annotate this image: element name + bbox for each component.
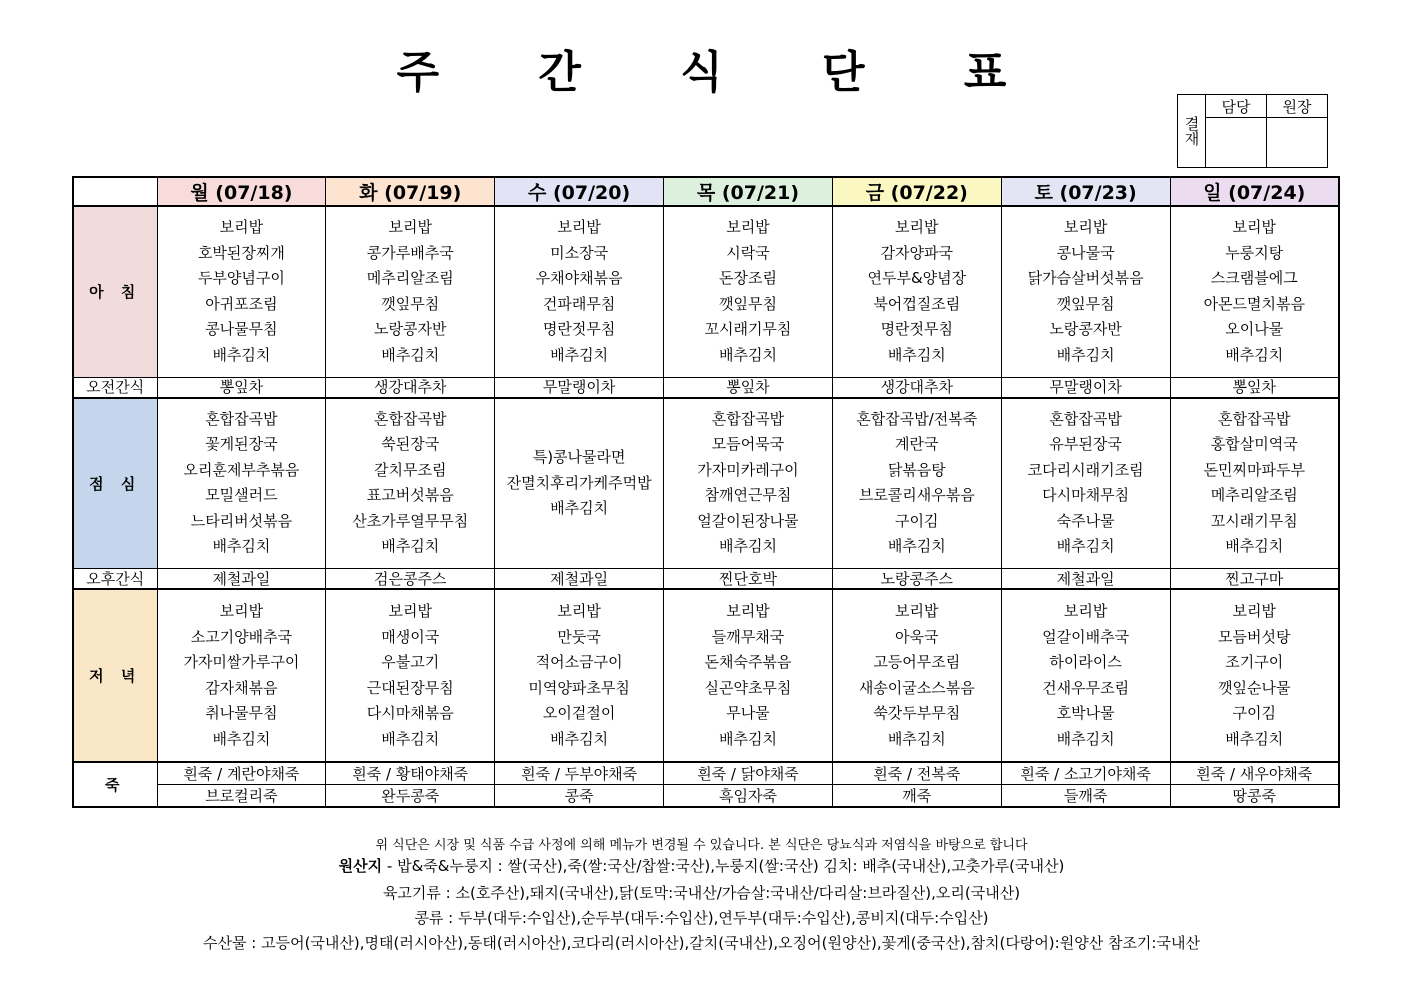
- footer-beans: 콩류 : 두부(대두:수입산),순두부(대두:수입산),연두부(대두:수입산),콩비지(대두:수입산): [414, 909, 989, 927]
- day-header: 월 (07/18): [157, 177, 326, 206]
- menu-item: 우불고기: [381, 653, 440, 671]
- menu-item: 명란젓무침: [880, 320, 954, 339]
- porridge-item: 땅콩죽: [1170, 785, 1339, 808]
- menu-item: 배추김치: [381, 729, 440, 748]
- menu-item: 북어껍질조림: [873, 294, 961, 313]
- menu-item: 돈채숙주볶음: [704, 653, 792, 671]
- menu-item: 보리밥: [388, 218, 432, 237]
- lunch-row: [73, 398, 1339, 569]
- menu-item: 돈민찌마파두부: [1203, 460, 1305, 479]
- menu-item: 스크램블에그: [1210, 269, 1298, 288]
- menu-item: 소고기양배추국: [190, 627, 293, 646]
- menu-item: 조기구이: [1225, 653, 1284, 671]
- menu-item: 보리밥: [726, 218, 770, 237]
- snack-item: 무말랭이차: [495, 377, 664, 398]
- menu-item: 보리밥: [557, 602, 601, 620]
- menu-item: 호박된장찌개: [197, 243, 285, 262]
- menu-cell: [157, 206, 326, 377]
- snack-item: 제철과일: [495, 569, 664, 590]
- snack-item: 찐단호박: [664, 569, 833, 590]
- menu-item: 홍합살미역국: [1210, 435, 1298, 454]
- menu-item: 혼합잡곡밥: [205, 409, 278, 428]
- menu-item: 호박나물: [1056, 704, 1115, 722]
- menu-item: 건새우무조림: [1042, 678, 1130, 697]
- menu-item: 보리밥: [388, 602, 432, 620]
- snack-item: 생강대추차: [832, 377, 1001, 398]
- menu-item: 아욱국: [895, 627, 939, 646]
- menu-item: 혼합잡곡밥/전복죽: [856, 409, 978, 428]
- menu-item: 보리밥: [1063, 602, 1108, 620]
- menu-item: 닭가슴살버섯볶음: [1027, 269, 1144, 288]
- menu-item: 보리밥: [1232, 218, 1277, 237]
- menu-item: 오이나물: [1225, 320, 1284, 339]
- menu-item: 꼬시래기무침: [1210, 511, 1298, 530]
- menu-item: 구이김: [1232, 704, 1277, 722]
- origin-text: - 밥&죽&누룽지 : 쌀(국산),죽(쌀:국산/찹쌀:국산),누룽지(쌀:국산) 김치: 배추(국내산),고춧가루(국내산): [382, 857, 1065, 875]
- menu-cell: [1170, 398, 1339, 569]
- menu-item: 하이라이스: [1049, 653, 1122, 671]
- menu-item: 브로콜리새우볶음: [858, 486, 975, 505]
- menu-item: 취나물무침: [205, 704, 278, 722]
- menu-item: 혼합잡곡밥: [711, 409, 785, 428]
- menu-item: 시락국: [726, 243, 770, 262]
- menu-item: 참깨연근무침: [704, 486, 792, 505]
- meal-label-breakfast: 아 침: [73, 206, 157, 377]
- menu-item: 보리밥: [219, 218, 264, 237]
- menu-item: 배추김치: [887, 537, 946, 556]
- menu-item: 배추김치: [381, 537, 440, 556]
- menu-item: 배추김치: [887, 729, 946, 748]
- snack-item: 찐고구마: [1170, 569, 1339, 590]
- page-title: 주 간 식 단 표: [396, 47, 1049, 98]
- menu-item: 유부된장국: [1049, 435, 1122, 454]
- menu-cell: [664, 398, 833, 569]
- porridge-item: 흰죽 / 황태야채죽: [326, 762, 495, 785]
- approval-director-sign[interactable]: [1267, 118, 1328, 168]
- menu-item: 감자양파국: [880, 243, 954, 262]
- menu-item: 배추김치: [550, 499, 609, 517]
- menu-cell: [157, 398, 326, 569]
- snack-item: 무말랭이차: [1001, 377, 1170, 398]
- menu-item: 보리밥: [895, 218, 939, 237]
- menu-item: 깻잎무침: [1056, 294, 1115, 313]
- meal-label-afternoon-snack: 오후간식: [73, 569, 157, 590]
- menu-item: 혼합잡곡밥: [1218, 409, 1291, 428]
- menu-item: 근대된장무침: [366, 678, 454, 697]
- day-header-row: [73, 177, 1339, 206]
- menu-item: 고등어무조림: [873, 653, 961, 671]
- menu-item: 특)콩나물라면: [532, 448, 626, 466]
- menu-item: 깻잎무침: [381, 294, 440, 313]
- menu-item: 혼합잡곡밥: [1049, 409, 1122, 428]
- menu-cell: [664, 589, 833, 762]
- menu-item: 미소장국: [550, 243, 609, 262]
- menu-cell: [1001, 398, 1170, 569]
- day-header: 화 (07/19): [326, 177, 495, 206]
- menu-item: 다시마채무침: [1042, 486, 1130, 505]
- snack-item: 제철과일: [1001, 569, 1170, 590]
- day-header: 금 (07/22): [832, 177, 1001, 206]
- menu-item: 배추김치: [718, 729, 777, 748]
- menu-cell: [326, 206, 495, 377]
- menu-item: 새송이굴소스볶음: [858, 678, 975, 697]
- menu-item: 아귀포조림: [205, 294, 278, 313]
- menu-cell: [1001, 589, 1170, 762]
- menu-item: 보리밥: [1232, 602, 1277, 620]
- menu-cell: [832, 206, 1001, 377]
- menu-item: 배추김치: [1056, 345, 1115, 364]
- menu-item: 오이겉절이: [542, 704, 616, 722]
- porridge-item: 콩죽: [495, 785, 664, 808]
- day-header: 수 (07/20): [495, 177, 664, 206]
- menu-cell: [326, 589, 495, 762]
- menu-item: 두부양념구이: [197, 269, 285, 288]
- menu-item: 가자미쌀가루구이: [183, 653, 300, 671]
- menu-item: 배추김치: [718, 345, 777, 364]
- menu-cell: [832, 398, 1001, 569]
- menu-item: 매생이국: [381, 627, 440, 646]
- menu-cell: [495, 589, 664, 762]
- menu-item: 명란젓무침: [542, 320, 616, 339]
- porridge-item: 흰죽 / 닭야채죽: [664, 762, 833, 785]
- menu-item: 배추김치: [1225, 729, 1284, 748]
- porridge-row-2: [73, 785, 1339, 808]
- approval-manager-sign[interactable]: [1206, 118, 1267, 168]
- menu-item: 연두부&양념장: [867, 269, 967, 288]
- menu-cell: [157, 589, 326, 762]
- menu-item: 느타리버섯볶음: [190, 511, 293, 530]
- weekly-menu-table: [72, 176, 1340, 808]
- approval-manager-header: 담당: [1206, 95, 1267, 118]
- menu-item: 계란국: [895, 435, 939, 454]
- menu-cell: [326, 398, 495, 569]
- menu-cell: [1170, 589, 1339, 762]
- menu-item: 잔멸치후리가케주먹밥: [506, 473, 652, 492]
- menu-cell: [1170, 206, 1339, 377]
- menu-item: 미역양파초무침: [528, 678, 630, 697]
- menu-item: 배추김치: [1056, 537, 1115, 556]
- origin-label: 원산지: [338, 857, 383, 875]
- snack-item: 뽕잎차: [664, 377, 833, 398]
- menu-item: 콩가루배추국: [366, 243, 454, 262]
- snack-item: 제철과일: [157, 569, 326, 590]
- menu-item: 보리밥: [1063, 218, 1108, 237]
- menu-cell: [495, 398, 664, 569]
- menu-item: 코다리시래기조림: [1027, 460, 1144, 479]
- day-header: 목 (07/21): [664, 177, 833, 206]
- snack-item: 생강대추차: [326, 377, 495, 398]
- porridge-row-1: [73, 762, 1339, 785]
- snack-item: 뽕잎차: [157, 377, 326, 398]
- dinner-row: [73, 589, 1339, 762]
- menu-item: 얼갈이된장나물: [697, 511, 799, 530]
- menu-item: 배추김치: [381, 345, 440, 364]
- menu-item: 보리밥: [557, 218, 601, 237]
- menu-item: 갈치무조림: [374, 460, 447, 479]
- footer-origin: [0, 855, 1403, 876]
- menu-item: 무나물: [726, 704, 770, 722]
- menu-item: 배추김치: [718, 537, 777, 556]
- approval-director-header: 원장: [1267, 95, 1328, 118]
- menu-item: 배추김치: [212, 729, 271, 748]
- menu-item: 깻잎순나물: [1218, 678, 1291, 697]
- porridge-item: 흰죽 / 두부야채죽: [495, 762, 664, 785]
- snack-item: 뽕잎차: [1170, 377, 1339, 398]
- menu-item: 배추김치: [212, 537, 271, 556]
- menu-item: 노랑콩자반: [1049, 320, 1122, 339]
- approval-box: [1177, 94, 1328, 168]
- menu-item: 건파래무침: [542, 294, 616, 313]
- menu-item: 들깨무채국: [711, 627, 785, 646]
- snack-item: 검은콩주스: [326, 569, 495, 590]
- porridge-item: 브로컬리죽: [157, 785, 326, 808]
- day-header: 토 (07/23): [1001, 177, 1170, 206]
- breakfast-row: [73, 206, 1339, 377]
- porridge-item: 들깨죽: [1001, 785, 1170, 808]
- meal-label-porridge: 죽: [73, 762, 157, 807]
- menu-item: 메추리알조림: [1210, 486, 1298, 505]
- menu-item: 배추김치: [212, 345, 271, 364]
- porridge-item: 흰죽 / 전복죽: [832, 762, 1001, 785]
- porridge-item: 흰죽 / 계란야채죽: [157, 762, 326, 785]
- menu-item: 꽃게된장국: [205, 435, 278, 454]
- morning-snack-row: [73, 377, 1339, 398]
- approval-label: 결재: [1178, 95, 1206, 168]
- menu-cell: [832, 589, 1001, 762]
- menu-item: 쑥갓두부무침: [873, 704, 961, 722]
- menu-cell: [1001, 206, 1170, 377]
- menu-item: 쑥된장국: [381, 435, 440, 454]
- porridge-item: 흑임자죽: [664, 785, 833, 808]
- meal-label-morning-snack: 오전간식: [73, 377, 157, 398]
- menu-item: 혼합잡곡밥: [374, 409, 447, 428]
- menu-item: 배추김치: [1225, 537, 1284, 556]
- menu-item: 콩나물무침: [205, 320, 278, 339]
- menu-item: 적어소금구이: [535, 653, 623, 671]
- menu-item: 돈장조림: [718, 269, 777, 288]
- porridge-item: 완두콩죽: [326, 785, 495, 808]
- menu-item: 가자미카레구이: [697, 460, 799, 479]
- menu-item: 실곤약초무침: [704, 678, 792, 697]
- menu-cell: [495, 206, 664, 377]
- menu-item: 배추김치: [887, 345, 946, 364]
- corner-cell: [73, 177, 157, 206]
- menu-item: 보리밥: [895, 602, 939, 620]
- menu-cell: [664, 206, 833, 377]
- footer-notice: 위 식단은 시장 및 식품 수급 사정에 의해 메뉴가 변경될 수 있습니다. 본 식단은 당뇨식과 저염식을 바탕으로 합니다: [375, 838, 1028, 853]
- menu-item: 오리훈제부추볶음: [183, 460, 300, 479]
- menu-item: 우채야채볶음: [535, 269, 623, 288]
- day-header: 일 (07/24): [1170, 177, 1339, 206]
- menu-item: 배추김치: [550, 345, 609, 364]
- menu-item: 메추리알조림: [366, 269, 454, 288]
- menu-item: 노랑콩자반: [374, 320, 447, 339]
- menu-item: 아몬드멸치볶음: [1203, 294, 1305, 313]
- menu-item: 산초가루열무무침: [352, 511, 469, 530]
- menu-item: 누룽지탕: [1225, 243, 1284, 262]
- menu-item: 얼갈이배추국: [1042, 627, 1130, 646]
- menu-item: 모듬버섯탕: [1218, 627, 1291, 646]
- menu-item: 숙주나물: [1056, 511, 1115, 530]
- menu-item: 콩나물국: [1056, 243, 1115, 262]
- menu-item: 꼬시래기무침: [704, 320, 792, 339]
- menu-item: 배추김치: [550, 729, 609, 748]
- menu-item: 다시마채볶음: [366, 704, 454, 722]
- snack-item: 노랑콩주스: [832, 569, 1001, 590]
- menu-item: 보리밥: [219, 602, 264, 620]
- meal-label-lunch: 점 심: [73, 398, 157, 569]
- afternoon-snack-row: [73, 569, 1339, 590]
- menu-item: 보리밥: [726, 602, 770, 620]
- porridge-item: 깨죽: [832, 785, 1001, 808]
- menu-item: 감자채볶음: [205, 678, 278, 697]
- footer-seafood: 수산물 : 고등어(국내산),명태(러시아산),동태(러시아산),코다리(러시아산),갈치(국내산),오징어(원양산),꽃게(중국산),참치(다랑어):원양산 참조기:국내산: [203, 934, 1200, 952]
- menu-item: 표고버섯볶음: [366, 486, 454, 505]
- menu-item: 배추김치: [1225, 345, 1284, 364]
- menu-item: 만둣국: [557, 627, 601, 646]
- menu-item: 배추김치: [1056, 729, 1115, 748]
- meal-label-dinner: 저 녁: [73, 589, 157, 762]
- menu-item: 구이김: [895, 511, 939, 530]
- menu-item: 닭볶음탕: [887, 460, 946, 479]
- porridge-item: 흰죽 / 새우야채죽: [1170, 762, 1339, 785]
- porridge-item: 흰죽 / 소고기야채죽: [1001, 762, 1170, 785]
- menu-item: 깻잎무침: [718, 294, 777, 313]
- footer-meat: 육고기류 : 소(호주산),돼지(국내산),닭(토막:국내산/가슴살:국내산/다리살:브라질산),오리(국내산): [382, 884, 1021, 902]
- menu-item: 모밀샐러드: [205, 486, 278, 505]
- menu-item: 모듬어묵국: [711, 435, 785, 454]
